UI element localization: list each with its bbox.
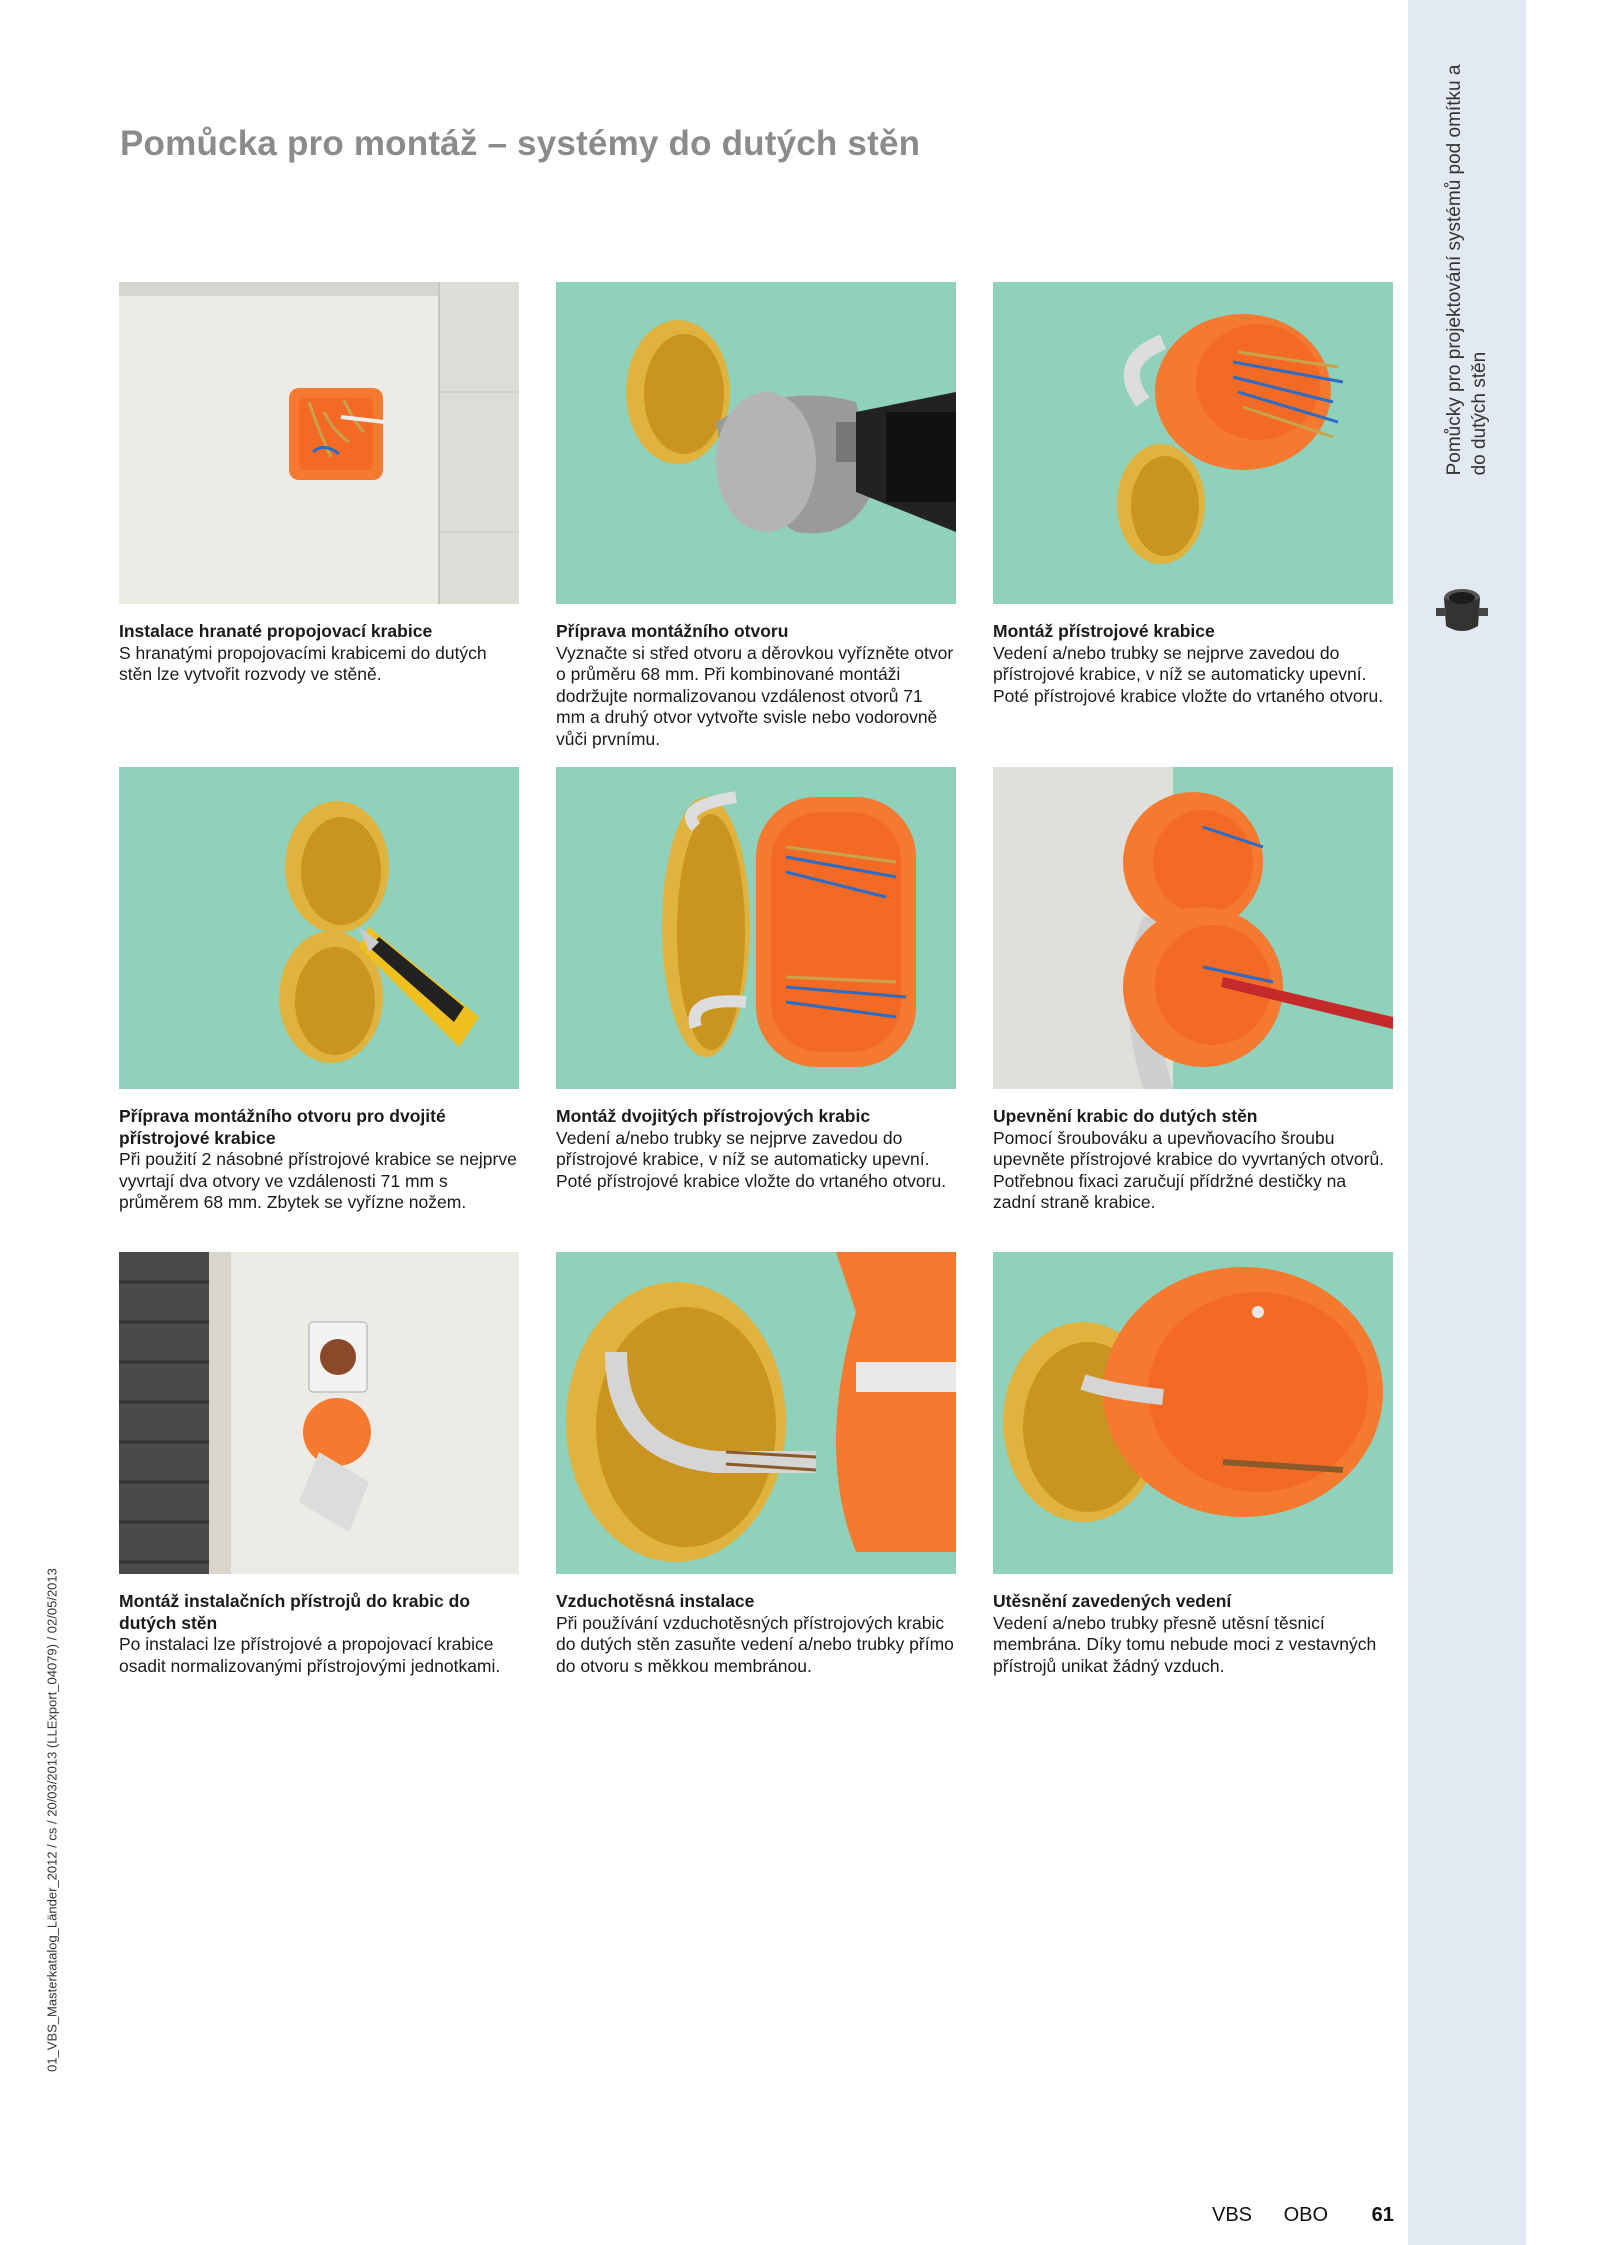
step-text: Vedení a/nebo trubky se nejprve zavedou do přístrojové krabice, v níž se automaticky upevní. Poté přístrojové krabice vložte do vrtaného otvoru.: [556, 1127, 947, 1191]
step-card-8: [556, 1252, 956, 1677]
step-text: Při používání vzduchotěsných přístrojových krabic do dutých stěn zasuňte vedení a/nebo trubky přímo do otvoru s měkkou membránou.: [556, 1612, 954, 1676]
step-card-7: [119, 1252, 519, 1677]
step-card-6: [993, 767, 1393, 1214]
step-card-1: [119, 282, 519, 686]
step-card-9: [993, 1252, 1393, 1677]
photo-airtight-membrane: [556, 1252, 956, 1574]
photo-device-box-installation: [993, 282, 1393, 604]
step-title: Utěsnění zavedených vedení: [993, 1591, 1232, 1611]
step-title: Upevnění krabic do dutých stěn: [993, 1106, 1258, 1126]
step-title: Příprava montážního otvoru pro dvojité přístrojové krabice: [119, 1106, 446, 1148]
photo-screwdriver-fixing: [993, 767, 1393, 1089]
step-text: Po instalaci lze přístrojové a propojovací krabice osadit normalizovanými přístrojovými jednotkami.: [119, 1634, 501, 1676]
page-number: 61: [1371, 2204, 1394, 2226]
step-card-2: [556, 282, 956, 750]
junction-box-icon: [1432, 582, 1492, 642]
step-title: Montáž dvojitých přístrojových krabic: [556, 1106, 871, 1126]
step-text: Vyznačte si střed otvoru a děrovkou vyřízněte otvor o průměru 68 mm. Při kombinované montáži dodržujte normalizovanou vzdálenost otvorů 71 mm a druhý otvor vytvořte svisle nebo vodorovně vůči prvnímu.: [556, 642, 954, 749]
photo-knife-double-hole: [119, 767, 519, 1089]
vertical-footer-text: 01_VBS_Masterkatalog_Länder_2012 / cs / 20/03/2013 (LLExport_04079) / 02/05/2013: [44, 1568, 60, 2072]
step-card-3: [993, 282, 1393, 707]
step-card-4: [119, 767, 519, 1214]
footer-brand-vbs: VBS: [1212, 2204, 1253, 2226]
step-title: Vzduchotěsná instalace: [556, 1591, 755, 1611]
step-title: Montáž instalačních přístrojů do krabic do dutých stěn: [119, 1591, 471, 1633]
step-text: Vedení a/nebo trubky se nejprve zavedou do přístrojové krabice, v níž se automaticky upevní. Poté přístrojové krabice vložte do vrtaného otvoru.: [993, 642, 1384, 706]
step-text: Vedení a/nebo trubky přesně utěsní těsnicí membrána. Díky tomu nebude moci z vestavných přístrojů unikat žádný vzduch.: [993, 1612, 1377, 1676]
photo-socket-installation: [119, 1252, 519, 1574]
footer-brand-obo: OBO: [1283, 2204, 1329, 2226]
photo-double-box-installation: [556, 767, 956, 1089]
photo-hole-saw-drilling: [556, 282, 956, 604]
step-text: Při použití 2 násobné přístrojové krabice se nejprve vyvrtají dva otvory ve vzdálenosti 71 mm s průměrem 68 mm. Zbytek se vyřízne nožem.: [119, 1149, 517, 1212]
page-footer: [1212, 2204, 1394, 2227]
sidebar-label-line-2: do dutých stěn: [1469, 351, 1490, 476]
photo-square-junction-box: [119, 282, 519, 604]
step-title: Montáž přístrojové krabice: [993, 621, 1215, 641]
step-title: Příprava montážního otvoru: [556, 621, 789, 641]
page-title: Pomůcka pro montáž – systémy do dutých stěn: [120, 124, 921, 163]
sidebar-label-line-1: Pomůcky pro projektování systémů pod omítku a: [1444, 64, 1465, 476]
step-text: S hranatými propojovacími krabicemi do dutých stěn lze vytvořit rozvody ve stěně.: [119, 642, 487, 684]
step-text: Pomocí šroubováku a upevňovacího šroubu upevněte přístrojové krabice do vyvrtaných otvorů. Potřebnou fixaci zaručují přídržné destičky na zadní straně krabice.: [993, 1127, 1385, 1212]
step-title: Instalace hranaté propojovací krabice: [119, 621, 433, 641]
step-card-5: [556, 767, 956, 1192]
photo-sealed-cable-entry: [993, 1252, 1393, 1574]
